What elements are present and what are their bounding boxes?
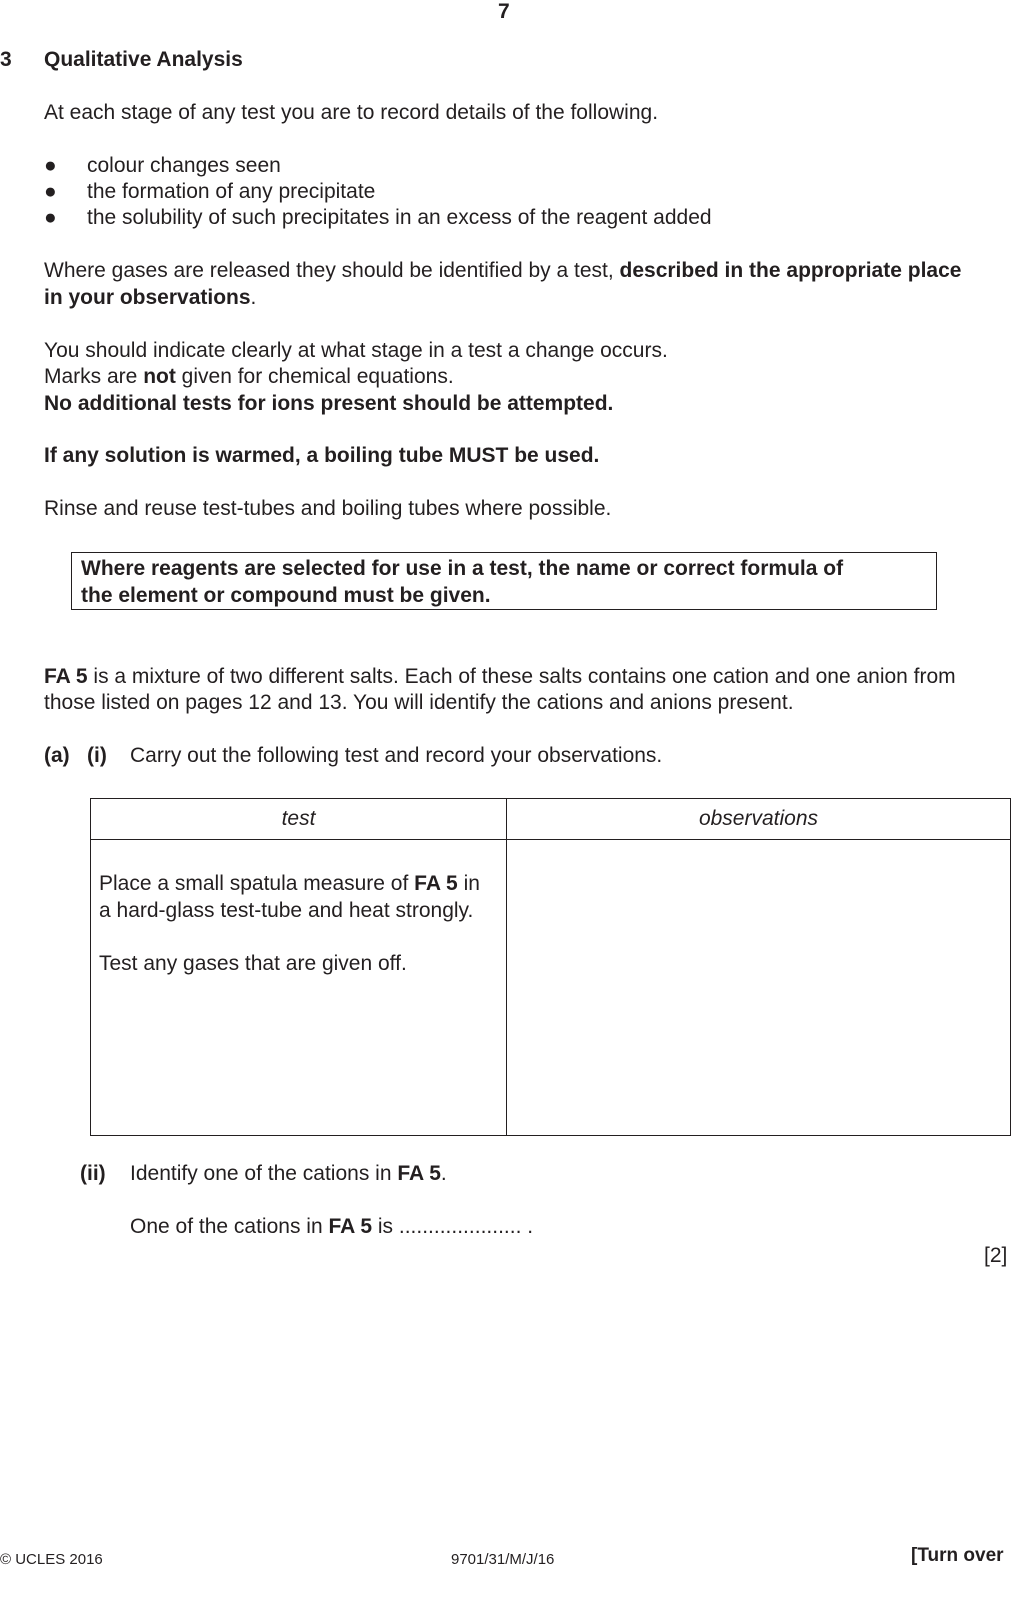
cation-answer-line[interactable]: One of the cations in FA 5 is ..................... . [130, 1215, 534, 1238]
reagent-notice-line: Where reagents are selected for use in a test, the name or correct formula of [81, 557, 844, 580]
bullet-item: the formation of any precipitate [87, 180, 376, 203]
gases-instruction: Where gases are released they should be identified by a test, described in the appropriate place [44, 259, 962, 282]
bullet-item: colour changes seen [87, 154, 281, 177]
observations-answer-cell[interactable] [507, 840, 1011, 1136]
question-title: Qualitative Analysis [44, 48, 243, 71]
test-cell: Place a small spatula measure of FA 5 in a hard-glass test-tube and heat strongly. Test any gases that are given off. [91, 840, 507, 1136]
part-a-label: (a) [44, 744, 70, 767]
rinse-instruction: Rinse and reuse test-tubes and boiling tubes where possible. [44, 497, 612, 520]
bullet-icon: ● [44, 154, 57, 177]
test-column-header: test [91, 799, 507, 840]
no-additional-tests-note: No additional tests for ions present should be attempted. [44, 392, 614, 415]
paper-code-footer: 9701/31/M/J/16 [451, 1551, 555, 1568]
part-a-ii-label: (ii) [80, 1162, 106, 1185]
observations-column-header: observations [507, 799, 1011, 840]
part-a-i-instruction: Carry out the following test and record your observations. [130, 744, 663, 767]
gases-instruction-cont: in your observations. [44, 286, 257, 309]
bullet-icon: ● [44, 206, 57, 229]
question-number: 3 [0, 48, 12, 71]
bullet-item: the solubility of such precipitates in an excess of the reagent added [87, 206, 712, 229]
reagent-notice-box [71, 552, 937, 610]
test-observations-table [90, 798, 1011, 1136]
reagent-notice-line: the element or compound must be given. [81, 584, 491, 607]
boiling-tube-warning: If any solution is warmed, a boiling tube MUST be used. [44, 444, 600, 467]
fa5-description: FA 5 is a mixture of two different salts. Each of these salts contains one cation and one anion from [44, 665, 956, 688]
marks-note: Marks are not given for chemical equations. [44, 365, 454, 388]
page-number: 7 [498, 0, 510, 23]
bullet-icon: ● [44, 180, 57, 203]
fa5-description-cont: those listed on pages 12 and 13. You will identify the cations and anions present. [44, 691, 794, 714]
stage-instruction: You should indicate clearly at what stage in a test a change occurs. [44, 339, 668, 362]
turn-over-footer: [Turn over [911, 1545, 1004, 1566]
marks-allocation: [2] [984, 1244, 1008, 1267]
record-instruction: At each stage of any test you are to record details of the following. [44, 101, 659, 124]
identify-cation-instruction: Identify one of the cations in FA 5. [130, 1162, 447, 1185]
part-a-i-label: (i) [87, 744, 107, 767]
copyright-footer: © UCLES 2016 [0, 1551, 103, 1568]
